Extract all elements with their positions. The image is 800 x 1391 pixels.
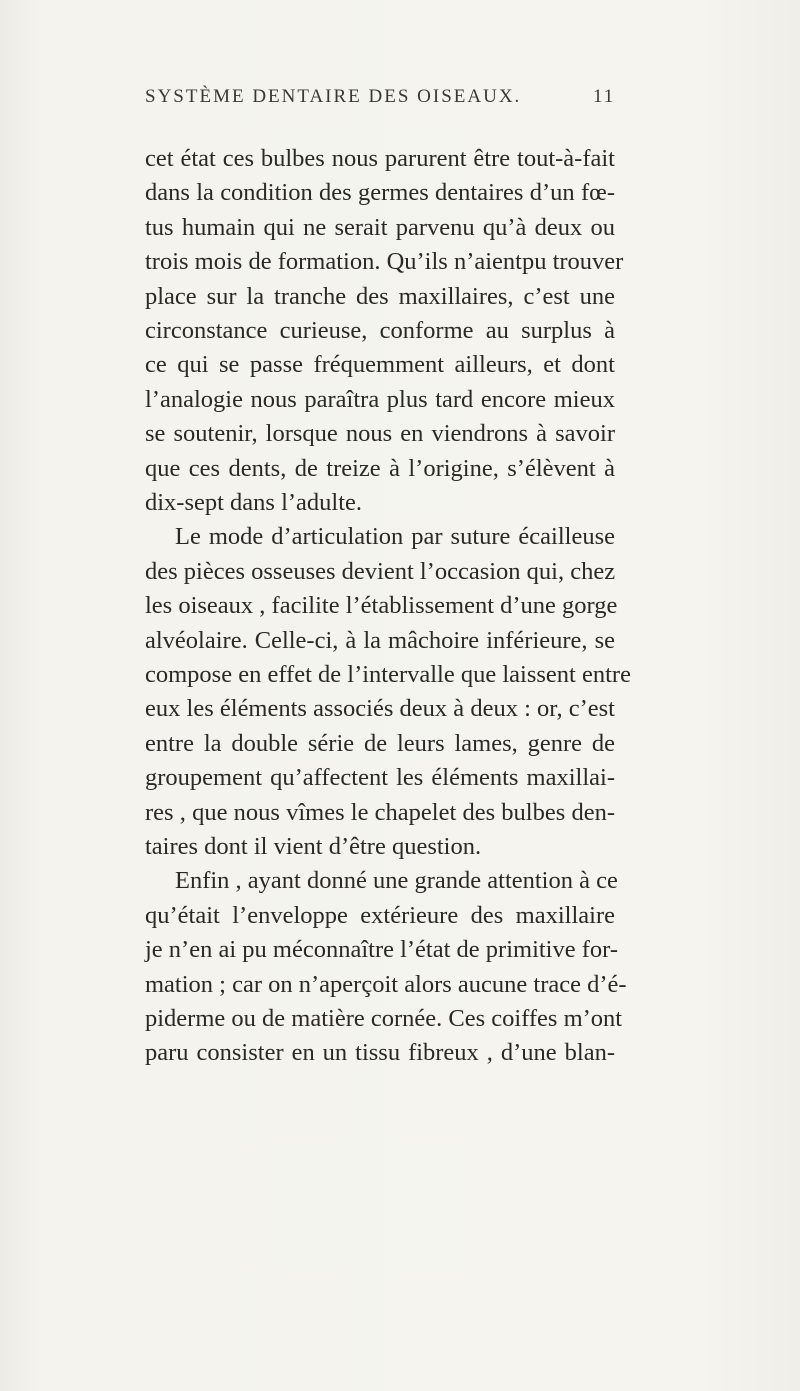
text-line: alvéolaire. Celle-ci, à la mâchoire inférieure, se bbox=[145, 627, 615, 654]
text-line: je n’en ai pu méconnaître l’état de primitive for- bbox=[145, 936, 618, 963]
text-line: res , que nous vîmes le chapelet des bulbes den- bbox=[145, 799, 615, 826]
text-line: groupement qu’affectent les éléments maxillai- bbox=[145, 764, 615, 791]
page-number: 11 bbox=[593, 86, 616, 107]
text-line: ce qui se passe fréquemment ailleurs, et dont bbox=[145, 351, 615, 378]
text-line: place sur la tranche des maxillaires, c’est une bbox=[145, 283, 615, 310]
running-title: SYSTÈME DENTAIRE DES OISEAUX. bbox=[145, 86, 522, 107]
text-line: cet état ces bulbes nous parurent être tout-à-fait bbox=[145, 145, 615, 172]
text-line: eux les éléments associés deux à deux : or, c’est bbox=[145, 695, 615, 722]
text-line: des pièces osseuses devient l’occasion qui, chez bbox=[145, 558, 616, 585]
text-line: se soutenir, lorsque nous en viendrons à savoir bbox=[145, 420, 615, 447]
text-line: trois mois de formation. Qu’ils n’aientpu trouver bbox=[145, 248, 624, 275]
running-head bbox=[0, 86, 800, 116]
text-line: dix-sept dans l’adulte. bbox=[145, 489, 363, 516]
text-line: mation ; car on n’aperçoit alors aucune trace d’é- bbox=[145, 971, 627, 998]
text-line: qu’était l’enveloppe extérieure des maxillaire bbox=[145, 902, 615, 929]
text-line: Enfin , ayant donné une grande attention à ce bbox=[175, 867, 618, 894]
text-line: que ces dents, de treize à l’origine, s’élèvent à bbox=[145, 455, 615, 482]
text-line: les oiseaux , facilite l’établissement d’une gorge bbox=[145, 592, 618, 619]
text-line: paru consister en un tissu fibreux , d’une blan- bbox=[145, 1039, 615, 1066]
text-line: dans la condition des germes dentaires d’un fœ- bbox=[145, 179, 615, 206]
text-line: l’analogie nous paraîtra plus tard encore mieux bbox=[145, 386, 615, 413]
text-line: Le mode d’articulation par suture écailleuse bbox=[175, 523, 615, 550]
text-line: taires dont il vient d’être question. bbox=[145, 833, 482, 860]
text-line: tus humain qui ne serait parvenu qu’à deux ou bbox=[145, 214, 615, 241]
text-line: entre la double série de leurs lames, genre de bbox=[145, 730, 615, 757]
text-line: compose en effet de l’intervalle que laissent entre bbox=[145, 661, 631, 688]
text-line: circonstance curieuse, conforme au surplus à bbox=[145, 317, 615, 344]
text-line: piderme ou de matière cornée. Ces coiffes m’ont bbox=[145, 1005, 623, 1032]
